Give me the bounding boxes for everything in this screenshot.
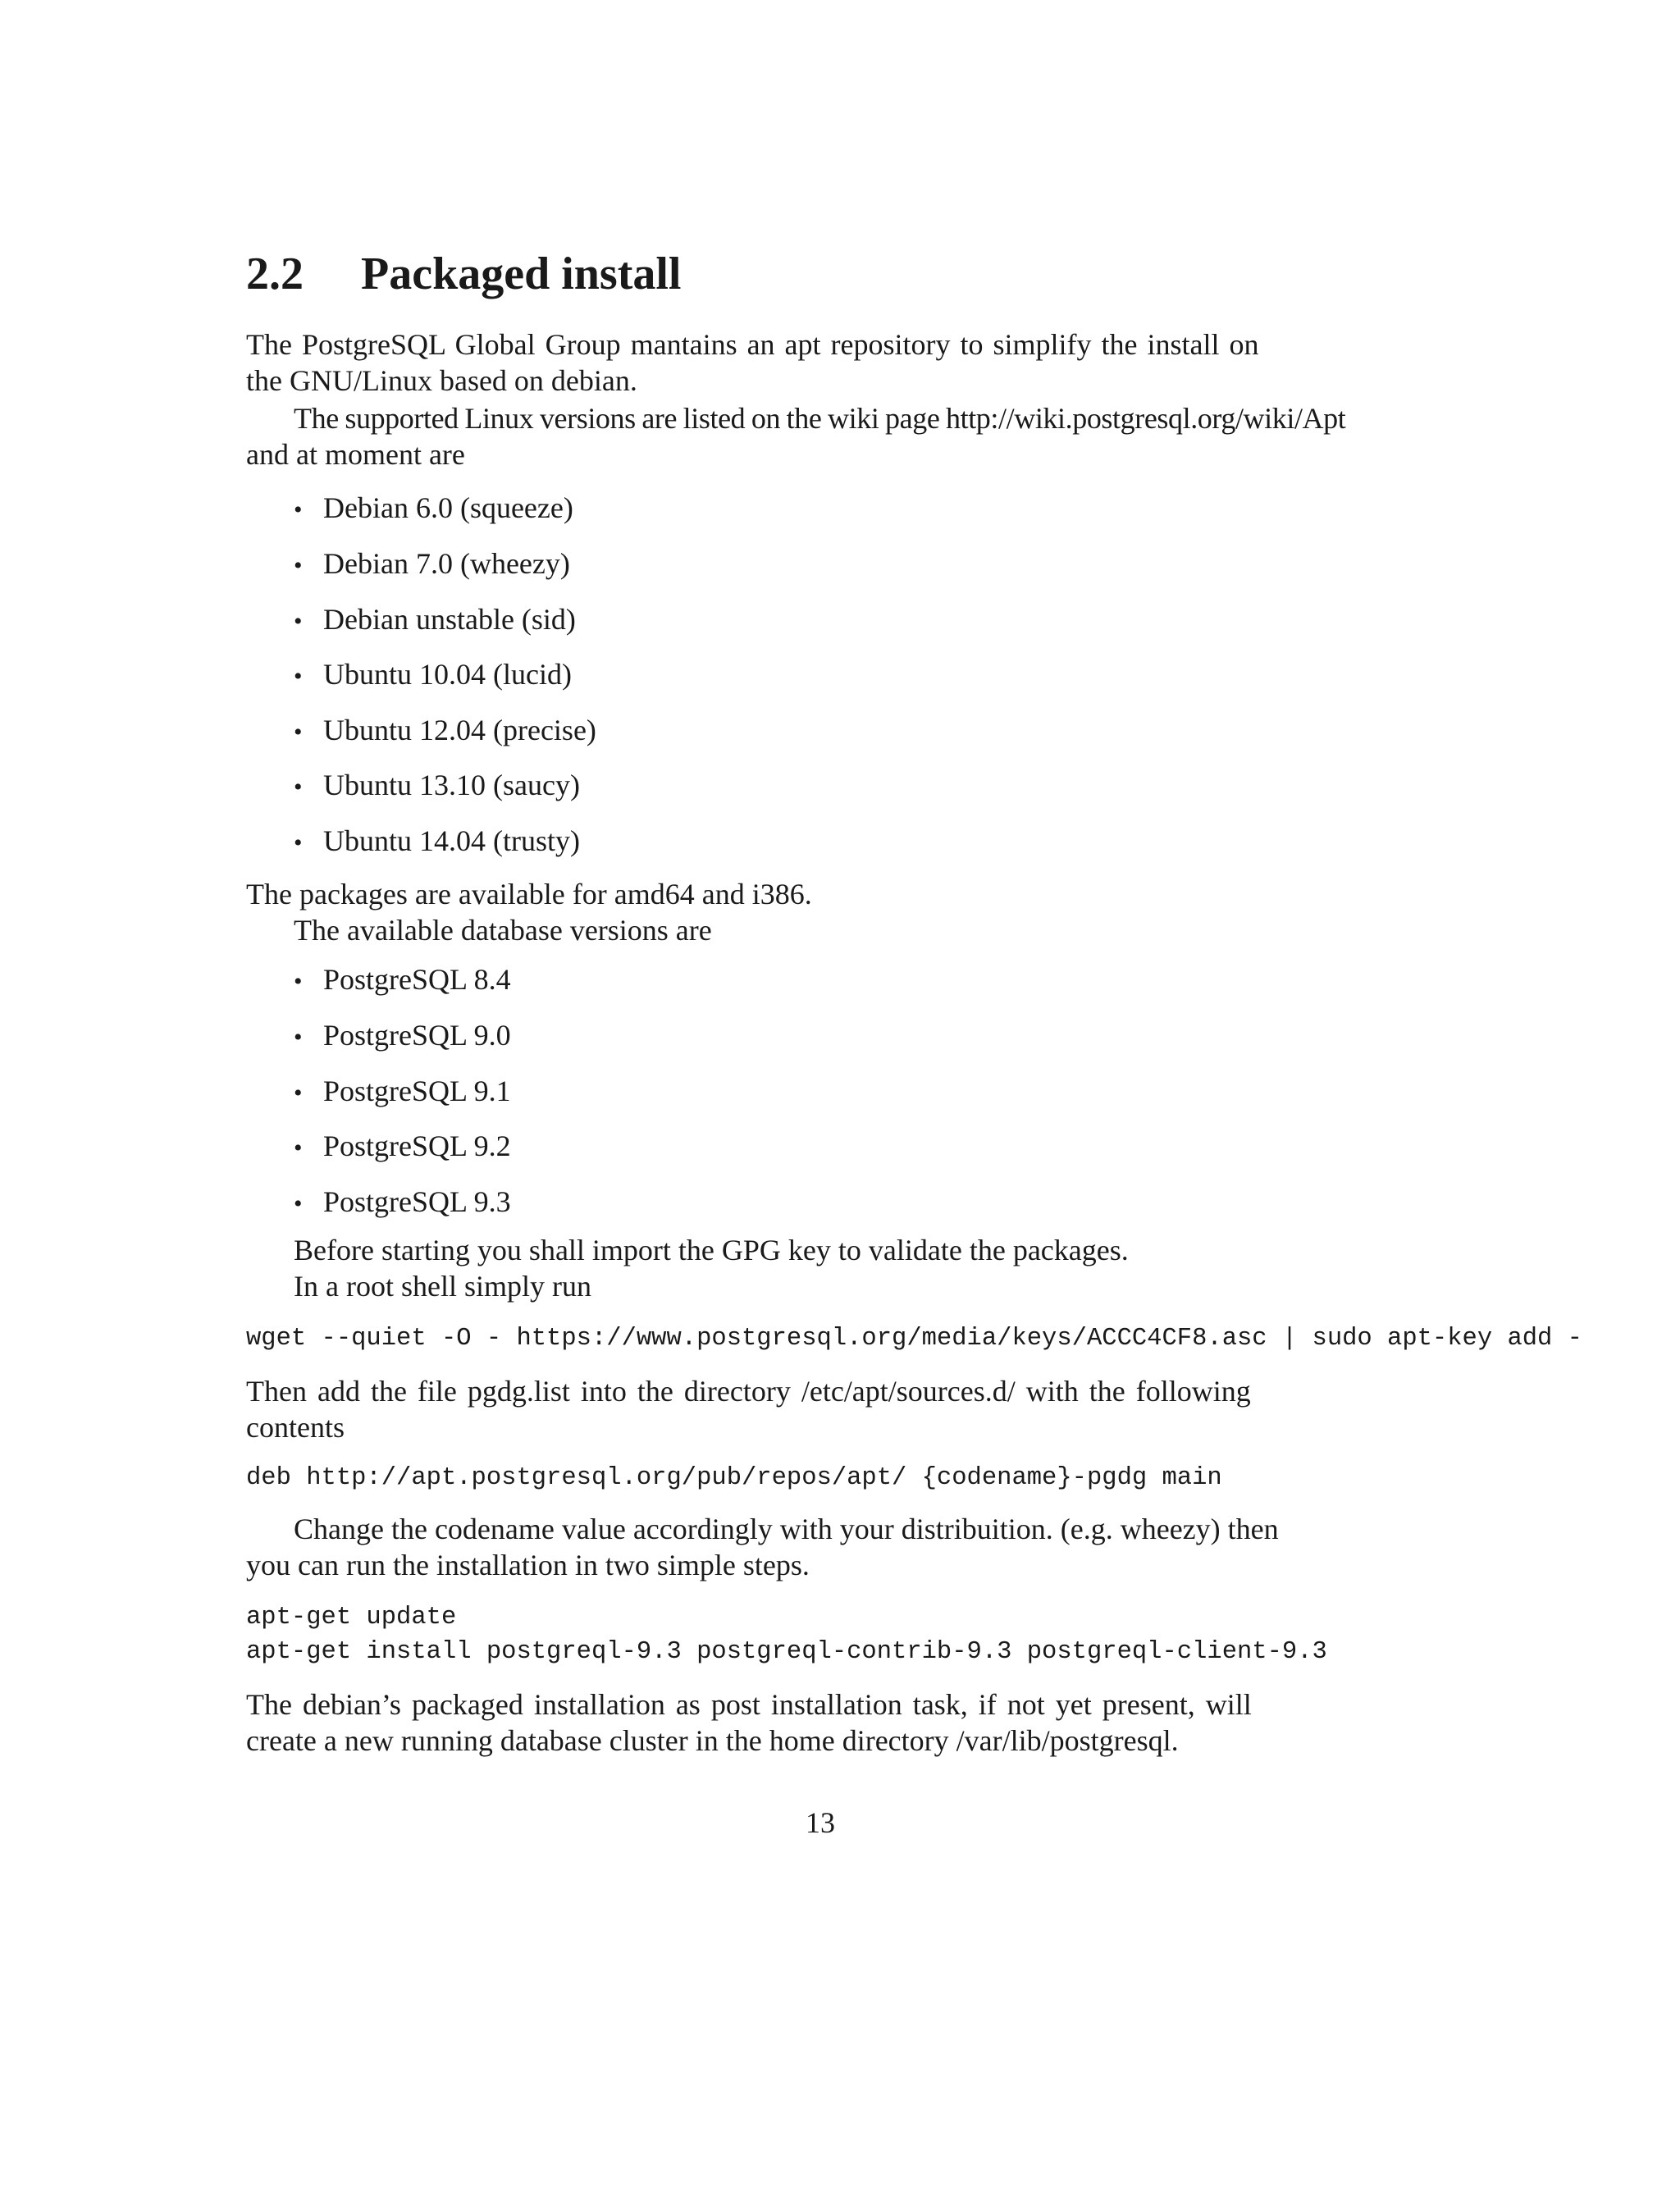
list-item-label: Debian 6.0 (squeeze) [323, 491, 573, 524]
install-command-update: apt-get update [246, 1604, 457, 1632]
gpg-line-1: Before starting you shall import the GPG key to validate the packages. [294, 1234, 1129, 1266]
page-number: 13 [806, 1806, 835, 1839]
gpg-line-2: In a root shell simply run [294, 1270, 591, 1303]
bullet-icon: • [294, 968, 303, 995]
list-item [294, 767, 580, 805]
list-item-label: PostgreSQL 9.3 [323, 1185, 511, 1218]
section-heading [246, 248, 681, 300]
bullet-icon: • [294, 1079, 303, 1107]
list-item-label: PostgreSQL 9.2 [323, 1130, 511, 1162]
list-item [294, 712, 596, 751]
gpg-command: wget --quiet -O - https://www.postgresql.org/media/keys/ACCC4CF8.asc | sudo apt-key add - [246, 1325, 1582, 1353]
list-item-label: PostgreSQL 9.0 [323, 1019, 511, 1052]
bullet-icon: • [294, 1024, 303, 1051]
intro-line-1: The PostgreSQL Global Group mantains an apt repository to simplify the install on [246, 328, 1259, 361]
codename-line-2: you can run the installation in two simple steps. [246, 1549, 810, 1581]
bullet-icon: • [294, 1134, 303, 1161]
sources-line-2: contents [246, 1411, 345, 1444]
list-item [294, 1017, 511, 1056]
bullet-icon: • [294, 719, 303, 746]
arch-text: The packages are available for amd64 and i386. [246, 878, 812, 910]
list-item-label: PostgreSQL 9.1 [323, 1075, 511, 1107]
list-item-label: Ubuntu 13.10 (saucy) [323, 769, 580, 801]
list-item-label: Ubuntu 14.04 (trusty) [323, 824, 580, 857]
install-command-install: apt-get install postgreql-9.3 postgreql-contrib-9.3 postgreql-client-9.3 [246, 1638, 1327, 1666]
intro-line-4: and at moment are [246, 438, 465, 471]
closing-line-2: create a new running database cluster in the home directory /var/lib/postgresql. [246, 1724, 1179, 1757]
intro-line-3: The supported Linux versions are listed on the wiki page http://wiki.postgresql.org/wiki/Apt [294, 402, 1346, 435]
list-item [294, 545, 570, 584]
list-item [294, 1184, 511, 1222]
closing-line-1: The debian’s packaged installation as post installation task, if not yet present, will [246, 1688, 1252, 1721]
list-item-label: Ubuntu 12.04 (precise) [323, 714, 596, 746]
list-item-label: Ubuntu 10.04 (lucid) [323, 658, 572, 691]
sources-line-1: Then add the file pgdg.list into the directory /etc/apt/sources.d/ with the following [246, 1375, 1251, 1408]
codename-line-1: Change the codename value accordingly with your distribuition. (e.g. wheezy) then [294, 1513, 1279, 1545]
list-item [294, 601, 576, 640]
list-item [294, 961, 511, 1000]
bullet-icon: • [294, 608, 303, 635]
bullet-icon: • [294, 496, 303, 523]
list-item [294, 823, 580, 861]
bullet-icon: • [294, 829, 303, 856]
list-item [294, 1073, 511, 1111]
db-versions-intro: The available database versions are [294, 914, 712, 947]
bullet-icon: • [294, 552, 303, 579]
section-title: Packaged install [361, 249, 682, 299]
intro-line-2: the GNU/Linux based on debian. [246, 364, 637, 397]
list-item-label: Debian unstable (sid) [323, 603, 576, 636]
list-item-label: PostgreSQL 8.4 [323, 963, 511, 996]
sources-command: deb http://apt.postgresql.org/pub/repos/apt/ {codename}-pgdg main [246, 1464, 1222, 1492]
list-item [294, 656, 572, 695]
list-item [294, 490, 573, 528]
bullet-icon: • [294, 663, 303, 690]
list-item [294, 1128, 511, 1166]
bullet-icon: • [294, 1190, 303, 1217]
section-number: 2.2 [246, 249, 304, 299]
bullet-icon: • [294, 774, 303, 801]
list-item-label: Debian 7.0 (wheezy) [323, 547, 570, 580]
